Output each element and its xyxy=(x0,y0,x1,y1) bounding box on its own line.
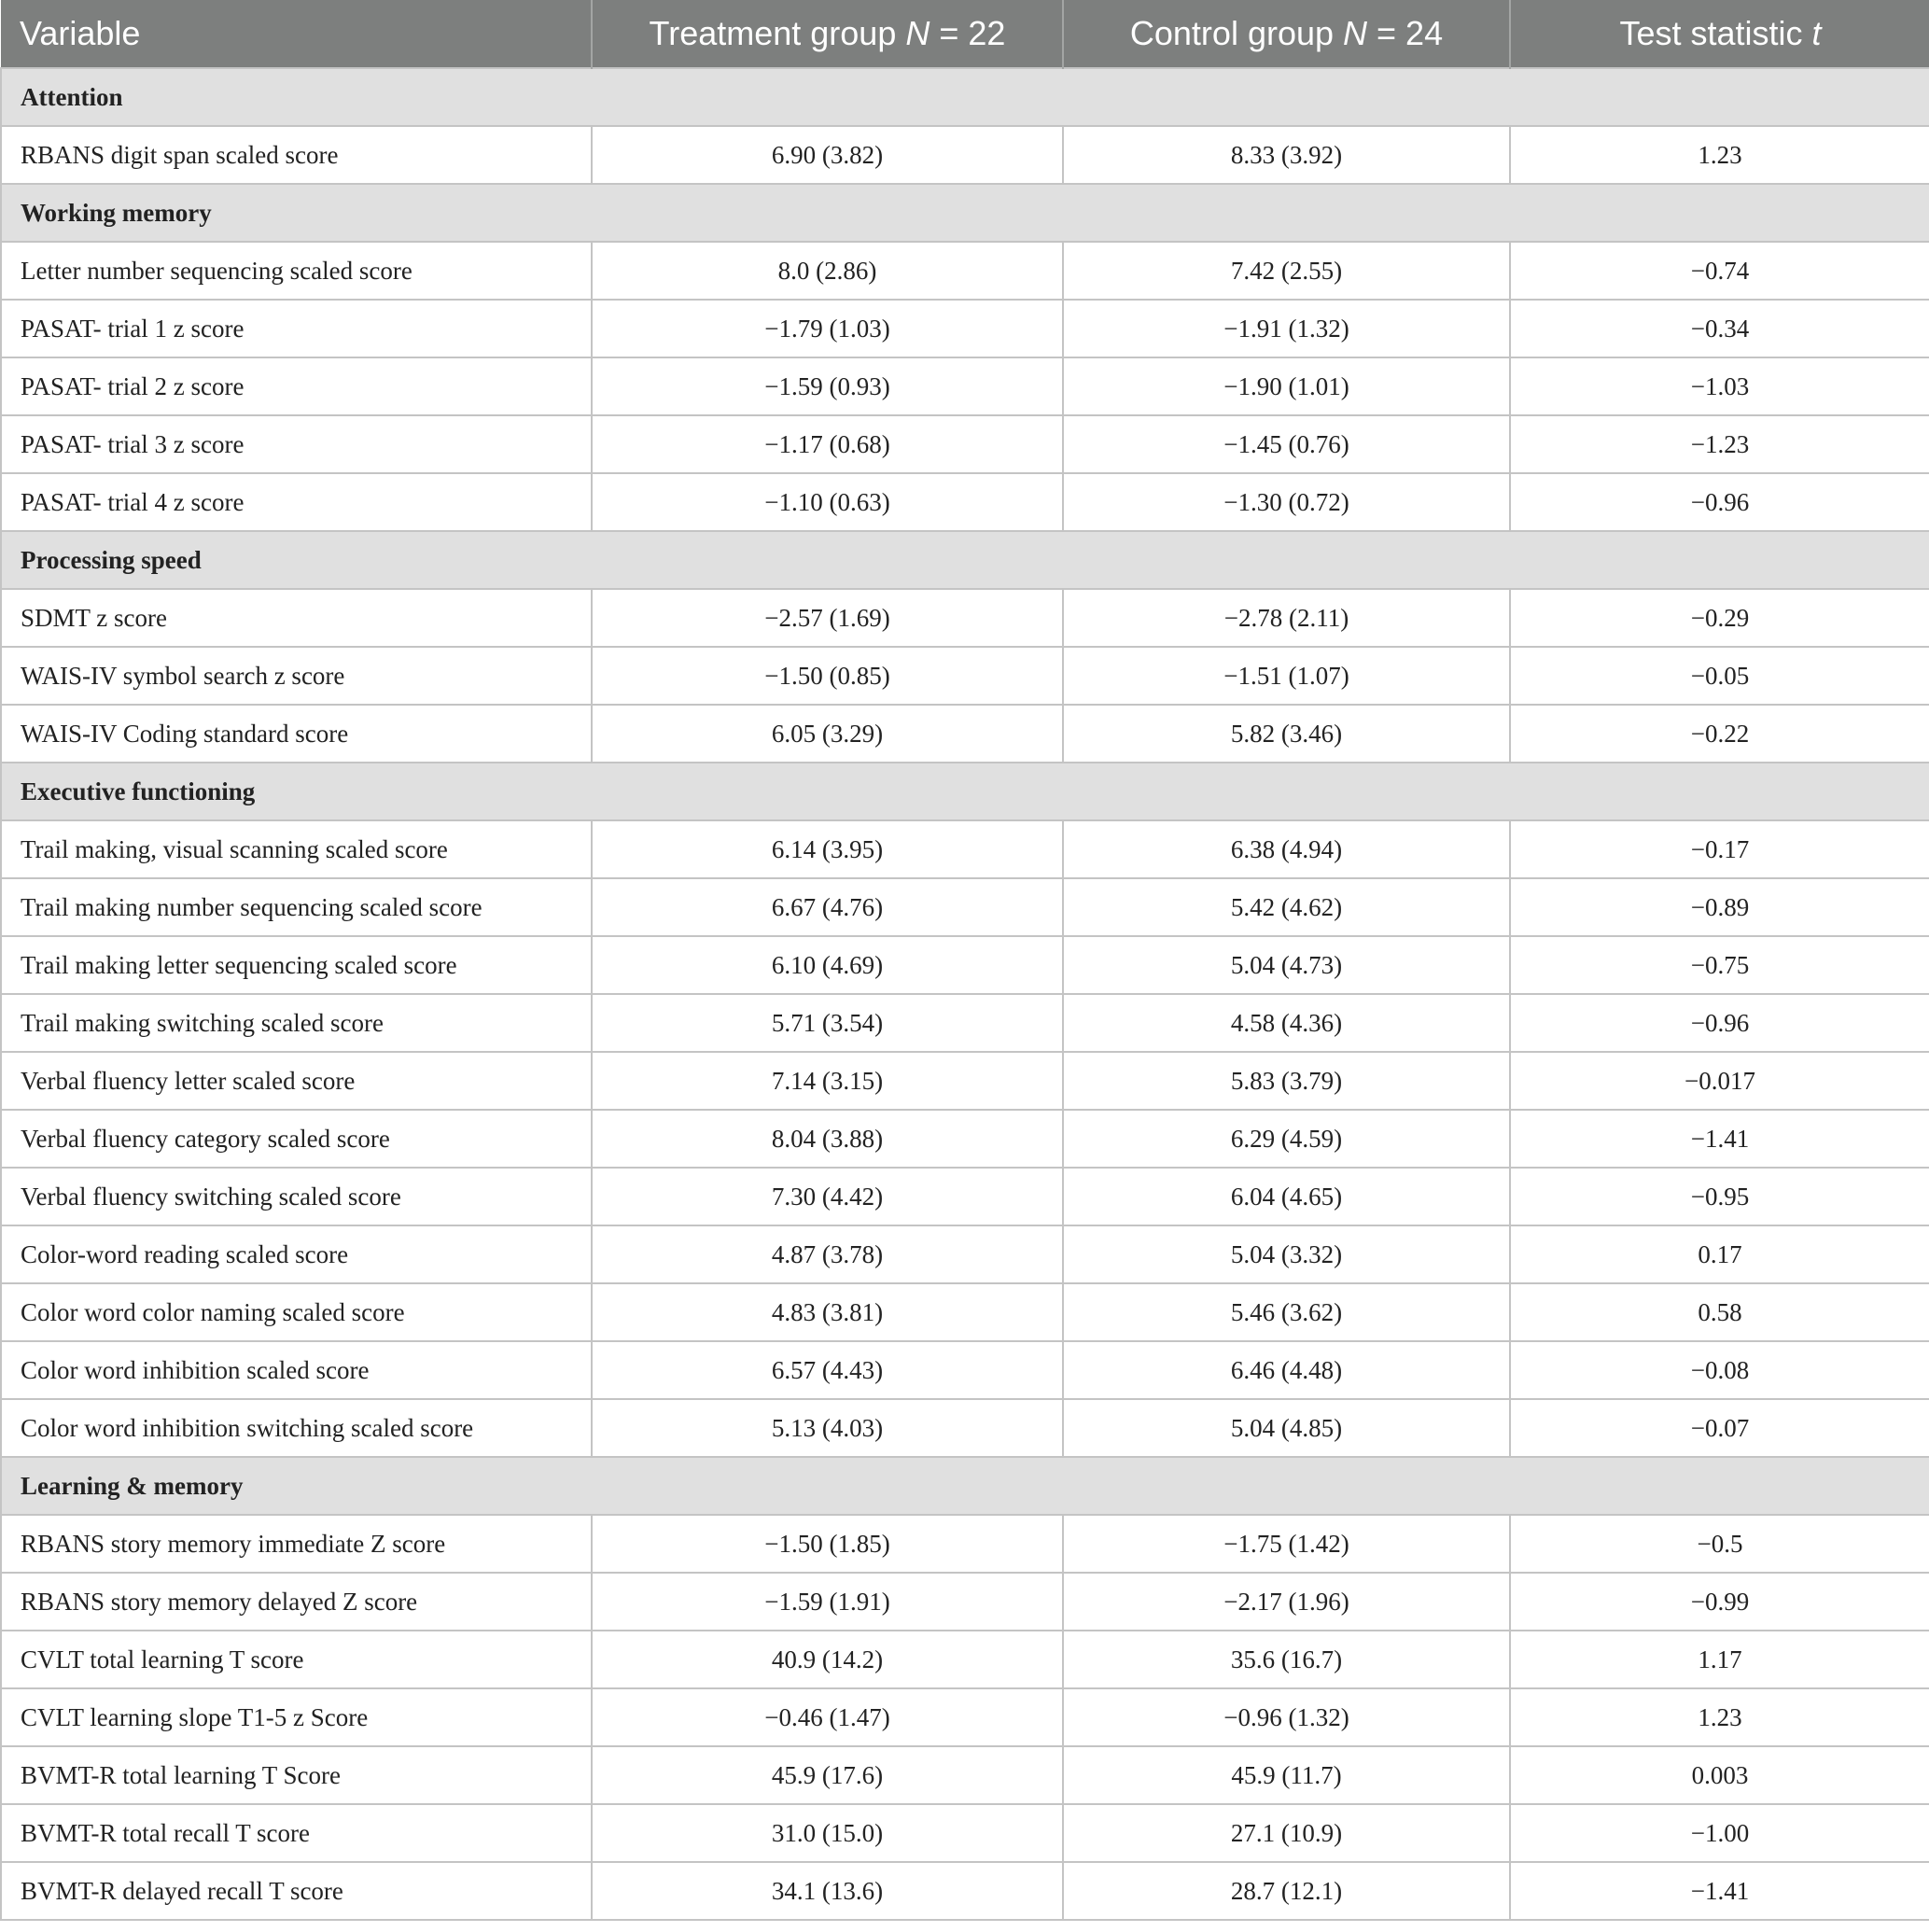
section-row xyxy=(1,763,1929,820)
control-cell: −1.75 (1.42) xyxy=(1063,1515,1510,1573)
header-test-statistic xyxy=(1510,0,1929,68)
variable-cell: Trail making, visual scanning scaled score xyxy=(1,820,592,878)
section-row xyxy=(1,1457,1929,1515)
variable-cell: Trail making letter sequencing scaled score xyxy=(1,936,592,994)
table-row xyxy=(1,242,1929,300)
treatment-cell: −1.50 (0.85) xyxy=(592,647,1063,705)
test-statistic-cell: −1.41 xyxy=(1510,1110,1929,1168)
treatment-cell: 7.14 (3.15) xyxy=(592,1052,1063,1110)
test-statistic-cell: −0.17 xyxy=(1510,820,1929,878)
header-control-prefix: Control group xyxy=(1129,14,1344,52)
test-statistic-cell: 0.58 xyxy=(1510,1283,1929,1341)
variable-cell: Color-word reading scaled score xyxy=(1,1225,592,1283)
test-statistic-cell: −0.95 xyxy=(1510,1168,1929,1225)
control-cell: 28.7 (12.1) xyxy=(1063,1862,1510,1920)
control-cell: 6.04 (4.65) xyxy=(1063,1168,1510,1225)
test-statistic-cell: −1.41 xyxy=(1510,1862,1929,1920)
control-cell: 5.83 (3.79) xyxy=(1063,1052,1510,1110)
header-row xyxy=(1,0,1929,68)
control-cell: 8.33 (3.92) xyxy=(1063,126,1510,184)
variable-cell: Color word inhibition scaled score xyxy=(1,1341,592,1399)
test-statistic-cell: −0.75 xyxy=(1510,936,1929,994)
treatment-cell: 6.10 (4.69) xyxy=(592,936,1063,994)
control-cell: 5.42 (4.62) xyxy=(1063,878,1510,936)
section-row xyxy=(1,68,1929,126)
variable-cell: WAIS-IV Coding standard score xyxy=(1,705,592,763)
table-row xyxy=(1,1688,1929,1746)
variable-cell: RBANS story memory delayed Z score xyxy=(1,1573,592,1631)
table-row xyxy=(1,1746,1929,1804)
control-cell: 7.42 (2.55) xyxy=(1063,242,1510,300)
control-cell: 5.04 (4.73) xyxy=(1063,936,1510,994)
control-cell: −2.17 (1.96) xyxy=(1063,1573,1510,1631)
control-cell: 5.46 (3.62) xyxy=(1063,1283,1510,1341)
section-row xyxy=(1,531,1929,589)
header-treatment-suffix: = 22 xyxy=(930,14,1006,52)
test-statistic-cell: −0.08 xyxy=(1510,1341,1929,1399)
header-variable: Variable xyxy=(1,0,592,68)
treatment-cell: 8.04 (3.88) xyxy=(592,1110,1063,1168)
test-statistic-cell: −0.34 xyxy=(1510,300,1929,357)
table-row xyxy=(1,300,1929,357)
control-cell: 4.58 (4.36) xyxy=(1063,994,1510,1052)
table-row xyxy=(1,1573,1929,1631)
header-control-suffix: = 24 xyxy=(1367,14,1444,52)
table-row xyxy=(1,357,1929,415)
treatment-cell: −1.17 (0.68) xyxy=(592,415,1063,473)
treatment-cell: 6.57 (4.43) xyxy=(592,1341,1063,1399)
table-row xyxy=(1,936,1929,994)
treatment-cell: 4.87 (3.78) xyxy=(592,1225,1063,1283)
header-stat-t: t xyxy=(1811,14,1822,52)
header-control-n: N xyxy=(1343,14,1368,52)
header-stat-prefix: Test statistic xyxy=(1619,14,1812,52)
table-row xyxy=(1,1283,1929,1341)
treatment-cell: 5.71 (3.54) xyxy=(592,994,1063,1052)
control-cell: −1.90 (1.01) xyxy=(1063,357,1510,415)
treatment-cell: 31.0 (15.0) xyxy=(592,1804,1063,1862)
section-title: Working memory xyxy=(1,184,1929,242)
control-cell: −1.91 (1.32) xyxy=(1063,300,1510,357)
treatment-cell: 5.13 (4.03) xyxy=(592,1399,1063,1457)
table-row xyxy=(1,1110,1929,1168)
variable-cell: Letter number sequencing scaled score xyxy=(1,242,592,300)
control-cell: 6.38 (4.94) xyxy=(1063,820,1510,878)
section-title: Learning & memory xyxy=(1,1457,1929,1515)
treatment-cell: 6.14 (3.95) xyxy=(592,820,1063,878)
test-statistic-cell: −0.017 xyxy=(1510,1052,1929,1110)
section-title: Processing speed xyxy=(1,531,1929,589)
table-row xyxy=(1,473,1929,531)
test-statistic-cell: −1.00 xyxy=(1510,1804,1929,1862)
test-statistic-cell: −0.99 xyxy=(1510,1573,1929,1631)
test-statistic-cell: 1.17 xyxy=(1510,1631,1929,1688)
section-row xyxy=(1,184,1929,242)
table-row xyxy=(1,1515,1929,1573)
treatment-cell: 45.9 (17.6) xyxy=(592,1746,1063,1804)
test-statistic-cell: −0.29 xyxy=(1510,589,1929,647)
variable-cell: BVMT-R total learning T Score xyxy=(1,1746,592,1804)
table-row xyxy=(1,126,1929,184)
treatment-cell: −1.50 (1.85) xyxy=(592,1515,1063,1573)
control-cell: −2.78 (2.11) xyxy=(1063,589,1510,647)
table-row xyxy=(1,1052,1929,1110)
table-header xyxy=(1,0,1929,68)
variable-cell: Verbal fluency category scaled score xyxy=(1,1110,592,1168)
control-cell: 5.04 (4.85) xyxy=(1063,1399,1510,1457)
treatment-cell: 7.30 (4.42) xyxy=(592,1168,1063,1225)
variable-cell: PASAT- trial 4 z score xyxy=(1,473,592,531)
variable-cell: RBANS story memory immediate Z score xyxy=(1,1515,592,1573)
variable-cell: Trail making number sequencing scaled score xyxy=(1,878,592,936)
test-statistic-cell: −0.74 xyxy=(1510,242,1929,300)
test-statistic-cell: −0.89 xyxy=(1510,878,1929,936)
variable-cell: BVMT-R total recall T score xyxy=(1,1804,592,1862)
variable-cell: Verbal fluency letter scaled score xyxy=(1,1052,592,1110)
test-statistic-cell: −0.96 xyxy=(1510,473,1929,531)
treatment-cell: 40.9 (14.2) xyxy=(592,1631,1063,1688)
control-cell: −1.30 (0.72) xyxy=(1063,473,1510,531)
header-treatment-group xyxy=(592,0,1063,68)
variable-cell: PASAT- trial 1 z score xyxy=(1,300,592,357)
variable-cell: CVLT total learning T score xyxy=(1,1631,592,1688)
treatment-cell: 4.83 (3.81) xyxy=(592,1283,1063,1341)
table-body xyxy=(1,68,1929,1920)
control-cell: −1.51 (1.07) xyxy=(1063,647,1510,705)
table-row xyxy=(1,589,1929,647)
table-row xyxy=(1,705,1929,763)
treatment-cell: −1.59 (0.93) xyxy=(592,357,1063,415)
table-row xyxy=(1,647,1929,705)
variable-cell: PASAT- trial 3 z score xyxy=(1,415,592,473)
table-row xyxy=(1,415,1929,473)
control-cell: 6.46 (4.48) xyxy=(1063,1341,1510,1399)
variable-cell: SDMT z score xyxy=(1,589,592,647)
test-statistic-cell: −1.03 xyxy=(1510,357,1929,415)
variable-cell: CVLT learning slope T1-5 z Score xyxy=(1,1688,592,1746)
control-cell: 35.6 (16.7) xyxy=(1063,1631,1510,1688)
test-statistic-cell: 0.003 xyxy=(1510,1746,1929,1804)
test-statistic-cell: −0.05 xyxy=(1510,647,1929,705)
treatment-cell: 6.67 (4.76) xyxy=(592,878,1063,936)
control-cell: −1.45 (0.76) xyxy=(1063,415,1510,473)
control-cell: 6.29 (4.59) xyxy=(1063,1110,1510,1168)
header-control-group xyxy=(1063,0,1510,68)
variable-cell: RBANS digit span scaled score xyxy=(1,126,592,184)
treatment-cell: −0.46 (1.47) xyxy=(592,1688,1063,1746)
treatment-cell: −1.59 (1.91) xyxy=(592,1573,1063,1631)
table-row xyxy=(1,1631,1929,1688)
control-cell: −0.96 (1.32) xyxy=(1063,1688,1510,1746)
treatment-cell: −1.79 (1.03) xyxy=(592,300,1063,357)
treatment-cell: −1.10 (0.63) xyxy=(592,473,1063,531)
table-row xyxy=(1,820,1929,878)
variable-cell: BVMT-R delayed recall T score xyxy=(1,1862,592,1920)
test-statistic-cell: −1.23 xyxy=(1510,415,1929,473)
section-title: Executive functioning xyxy=(1,763,1929,820)
table-row xyxy=(1,1399,1929,1457)
table-row xyxy=(1,1225,1929,1283)
treatment-cell: 6.05 (3.29) xyxy=(592,705,1063,763)
treatment-cell: −2.57 (1.69) xyxy=(592,589,1063,647)
treatment-cell: 8.0 (2.86) xyxy=(592,242,1063,300)
control-cell: 27.1 (10.9) xyxy=(1063,1804,1510,1862)
treatment-cell: 6.90 (3.82) xyxy=(592,126,1063,184)
header-treatment-n: N xyxy=(905,14,930,52)
variable-cell: Verbal fluency switching scaled score xyxy=(1,1168,592,1225)
variable-cell: Trail making switching scaled score xyxy=(1,994,592,1052)
variable-cell: Color word color naming scaled score xyxy=(1,1283,592,1341)
control-cell: 45.9 (11.7) xyxy=(1063,1746,1510,1804)
test-statistic-cell: −0.22 xyxy=(1510,705,1929,763)
section-title: Attention xyxy=(1,68,1929,126)
header-treatment-prefix: Treatment group xyxy=(649,14,906,52)
test-statistic-cell: 1.23 xyxy=(1510,1688,1929,1746)
table-row xyxy=(1,1341,1929,1399)
control-cell: 5.04 (3.32) xyxy=(1063,1225,1510,1283)
control-cell: 5.82 (3.46) xyxy=(1063,705,1510,763)
variable-cell: Color word inhibition switching scaled score xyxy=(1,1399,592,1457)
test-statistic-cell: 1.23 xyxy=(1510,126,1929,184)
variable-cell: WAIS-IV symbol search z score xyxy=(1,647,592,705)
table-row xyxy=(1,1862,1929,1920)
test-statistic-cell: 0.17 xyxy=(1510,1225,1929,1283)
treatment-cell: 34.1 (13.6) xyxy=(592,1862,1063,1920)
variable-cell: PASAT- trial 2 z score xyxy=(1,357,592,415)
table-row xyxy=(1,1168,1929,1225)
table-row xyxy=(1,878,1929,936)
test-statistic-cell: −0.07 xyxy=(1510,1399,1929,1457)
test-statistic-cell: −0.5 xyxy=(1510,1515,1929,1573)
test-statistic-cell: −0.96 xyxy=(1510,994,1929,1052)
table-row xyxy=(1,1804,1929,1862)
table-row xyxy=(1,994,1929,1052)
